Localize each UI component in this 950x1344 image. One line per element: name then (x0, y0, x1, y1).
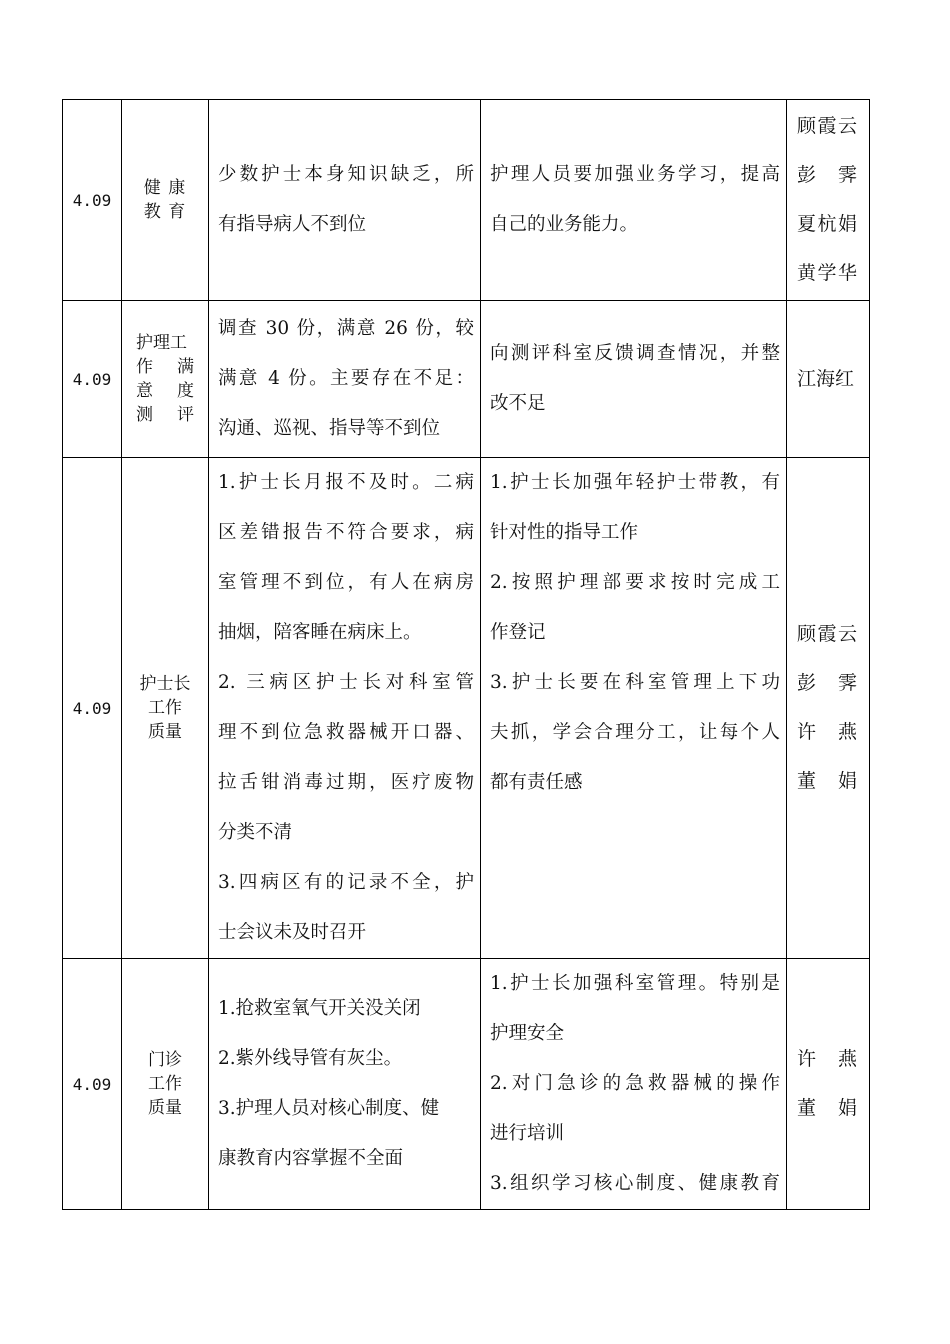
problem-line: 3.护理人员对核心制度、健 (218, 1098, 440, 1119)
problem-line: 3.四病区有的记录不全，护 (218, 872, 474, 893)
item-line: 护理工 (136, 333, 187, 353)
work-quality-table (62, 99, 870, 1210)
problem-line: 1.护士长月报不及时。二病 (218, 472, 474, 493)
measures-line: 针对性的指导工作 (490, 522, 639, 543)
item-line: 质量 (148, 722, 182, 742)
measures-line: 自己的业务能力。 (490, 214, 639, 235)
measures-line: 1.护士长加强科室管理。特别是 (490, 973, 780, 994)
problem-line: 少数护士本身知识缺乏，所 (218, 164, 474, 185)
responsible-name: 彭 霁 (797, 164, 857, 186)
measures-line: 3.组织学习核心制度、健康教育 (490, 1173, 780, 1194)
problem-line: 2. 三病区护士长对科室管 (218, 672, 474, 693)
responsible-name: 董 娟 (797, 770, 857, 792)
problem-line: 区差错报告不符合要求，病 (218, 522, 474, 543)
table-row (63, 100, 870, 301)
problem-line: 抽烟，陪客睡在病床上。 (218, 622, 422, 643)
measures-line: 进行培训 (490, 1123, 565, 1144)
problem-cell (209, 301, 481, 458)
measures-line: 夫抓，学会合理分工，让每个人 (490, 722, 780, 743)
responsible-cell (787, 301, 870, 458)
responsible-name: 顾霞云 (797, 115, 857, 137)
problem-cell (209, 458, 481, 959)
problem-cell (209, 959, 481, 1210)
item-line: 门诊 (148, 1050, 182, 1070)
measures-line: 作登记 (490, 622, 546, 643)
problem-line: 沟通、巡视、指导等不到位 (218, 418, 441, 439)
responsible-cell (787, 959, 870, 1210)
problem-line: 拉舌钳消毒过期，医疗废物 (218, 772, 474, 793)
responsible-name: 许 燕 (797, 721, 857, 743)
measures-line: 向测评科室反馈调查情况，并整 (490, 343, 780, 364)
item-line: 测 评 (136, 405, 194, 425)
measures-cell (481, 301, 787, 458)
date-cell: 4.09 (63, 100, 122, 301)
responsible-name: 顾霞云 (797, 623, 857, 645)
problem-cell (209, 100, 481, 301)
responsible-name: 彭 霁 (797, 672, 857, 694)
item-line: 工作 (148, 698, 182, 718)
date-cell: 4.09 (63, 959, 122, 1210)
measures-cell (481, 959, 787, 1210)
measures-line: 1.护士长加强年轻护士带教，有 (490, 472, 780, 493)
measures-line: 3.护士长要在科室管理上下功 (490, 672, 780, 693)
date-cell: 4.09 (63, 458, 122, 959)
problem-line: 1.抢救室氧气开关没关闭 (218, 998, 421, 1019)
measures-line: 护理人员要加强业务学习，提高 (490, 164, 780, 185)
problem-line: 2.紫外线导管有灰尘。 (218, 1048, 403, 1069)
item-line: 教 育 (143, 202, 187, 222)
item-line: 质量 (148, 1098, 182, 1118)
problem-line: 调查 30 份，满意 26 份，较 (218, 318, 474, 339)
problem-line: 分类不清 (218, 822, 293, 843)
inspection-item-cell (122, 959, 209, 1210)
inspection-item-cell (122, 301, 209, 458)
measures-line: 都有责任感 (490, 772, 583, 793)
inspection-item-cell (122, 458, 209, 959)
responsible-name: 夏杭娟 (797, 213, 857, 235)
problem-line: 康教育内容掌握不全面 (218, 1148, 404, 1169)
table-row (63, 301, 870, 458)
table-row (63, 959, 870, 1210)
problem-line: 满意 4 份。主要存在不足： (218, 368, 474, 389)
problem-line: 士会议未及时召开 (218, 922, 367, 943)
inspection-item-cell (122, 100, 209, 301)
responsible-cell (787, 458, 870, 959)
item-line: 工作 (148, 1074, 182, 1094)
item-line: 意 度 (136, 381, 194, 401)
measures-cell (481, 458, 787, 959)
measures-line: 2.按照护理部要求按时完成工 (490, 572, 780, 593)
measures-line: 护理安全 (490, 1023, 565, 1044)
problem-line: 有指导病人不到位 (218, 214, 367, 235)
responsible-name: 董 娟 (797, 1097, 857, 1119)
responsible-name: 黄学华 (797, 262, 857, 284)
table-row (63, 458, 870, 959)
date-cell: 4.09 (63, 301, 122, 458)
item-line: 健 康 (143, 178, 187, 198)
responsible-name: 江海红 (797, 367, 855, 390)
problem-line: 室管理不到位，有人在病房 (218, 572, 474, 593)
item-line: 护士长 (139, 674, 191, 694)
item-line: 作 满 (136, 357, 194, 377)
responsible-name: 许 燕 (797, 1048, 857, 1070)
responsible-cell (787, 100, 870, 301)
measures-cell (481, 100, 787, 301)
measures-line: 2.对门急诊的急救器械的操作 (490, 1073, 780, 1094)
measures-line: 改不足 (490, 393, 546, 414)
problem-line: 理不到位急救器械开口器、 (218, 722, 474, 743)
